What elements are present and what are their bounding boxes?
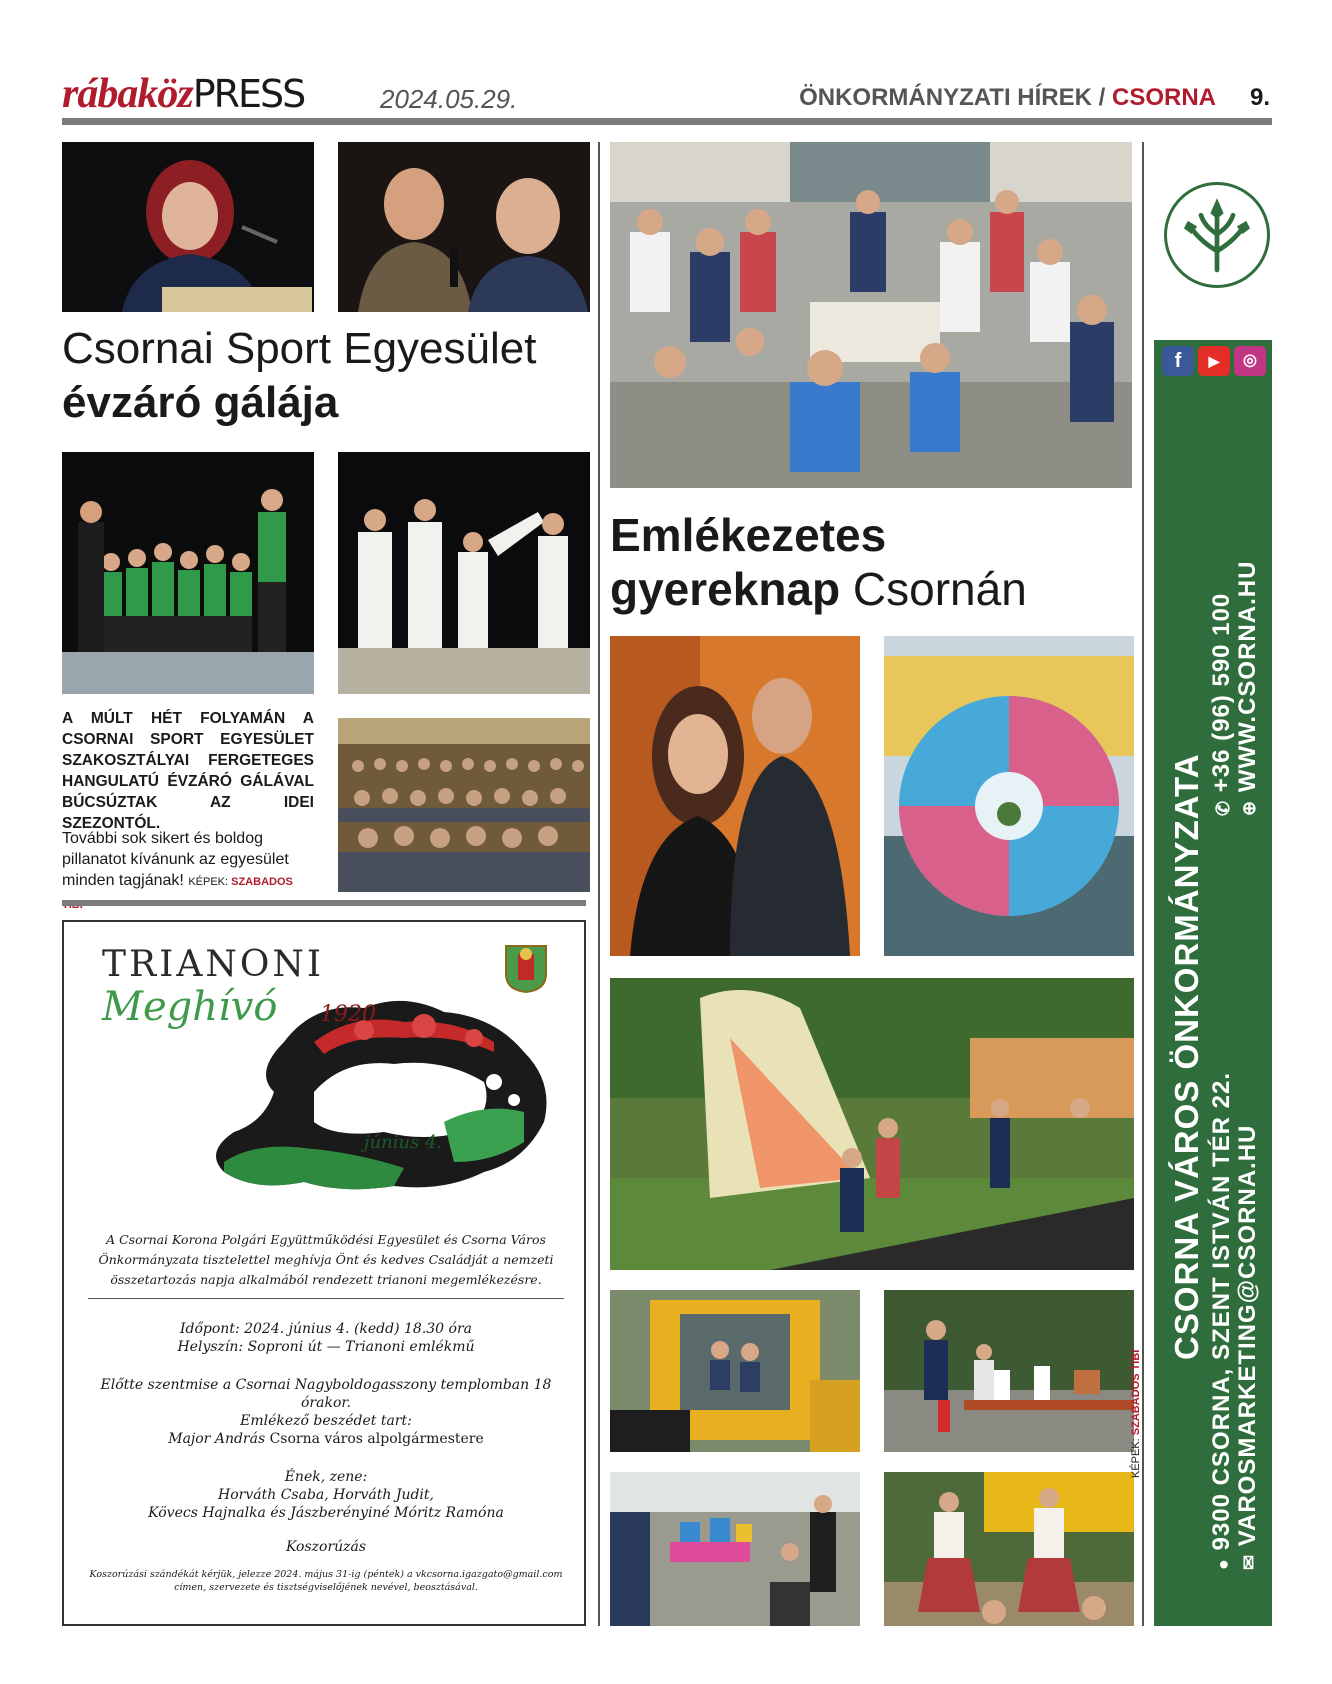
youtube-icon[interactable]: ▶ [1198,346,1230,376]
childrensday-credit-label: KÉPEK: [1130,1438,1142,1478]
speech-role: Csorna város alpolgármestere [269,1431,484,1447]
sidebar-phone[interactable] [1208,593,1236,816]
sidebar-email-text: VAROSMARKETING@CSORNA.HU [1234,1124,1261,1547]
music-performers-1: Horváth Csaba, Horváth Judit, [218,1487,434,1503]
phone-icon: ✆ [1213,799,1233,816]
sport-credit-label: KÉPEK: [188,876,229,888]
masthead-logo [62,70,304,118]
section-town: CSORNA [1111,84,1216,111]
invitation-intro: A Csornai Korona Polgári Együttműködési Egyesület és Csorna Város Önkormányzata tisztelettel meghívja Önt és kedves Családját a nemzeti összetartozás napja alkalmából rendezett trianoni megemlékezésre. [98,1232,554,1287]
invitation-when-where [84,1320,568,1356]
invitation-title: TRIANONI [102,944,325,985]
invitation-time: Időpont: 2024. június 4. (kedd) 18.30 óra [179,1321,473,1337]
sidebar-email[interactable] [1234,1125,1262,1570]
speech-name: Major András [168,1431,266,1447]
photo-toy-stall [610,1472,860,1626]
issue-date: 2024.05.29. [380,84,518,114]
social-links [1162,346,1266,378]
sidebar-website[interactable] [1234,561,1262,816]
page-header [62,66,1270,122]
photo-speaker-woman [62,142,314,312]
photo-zorb-ball [884,636,1134,956]
invitation-speech [84,1412,568,1448]
childrensday-headline [610,508,1140,616]
instagram-icon[interactable]: ◎ [1234,346,1266,376]
logo-press-text: PRESS [192,72,305,116]
sidebar-address-text: 9300 CSORNA, SZENT ISTVÁN TÉR 22. [1208,1072,1235,1551]
sidebar-website-text: WWW.CSORNA.HU [1234,560,1261,793]
photo-folk-dancers [884,1472,1134,1626]
map-year: 1920 [320,1002,376,1027]
childrensday-headline-regular: Csornán [852,563,1027,615]
photo-kids-excavator [610,1290,860,1452]
globe-icon: ⊕ [1239,799,1259,816]
town-crest-icon [504,944,548,994]
music-label: Ének, zene: [284,1469,368,1485]
invitation-mass: Előtte szentmise a Csornai Nagyboldogasszony templomban 18 órakor. [100,1377,552,1411]
sport-body-text: További sok sikert és boldog pillanatot kívánunk az egyesület minden tagjának! [62,830,289,889]
sidebar-address [1208,1072,1236,1570]
envelope-icon: ✉ [1239,1553,1259,1570]
photo-audience-hall [338,718,590,892]
sport-headline [62,322,592,430]
music-performers-2: Kövecs Hajnalka és Jászberényiné Móritz Ramóna [148,1505,504,1521]
logo-main-text: rábaköz [62,71,193,117]
location-pin-icon: ● [1213,1558,1233,1570]
map-date: június 4. [364,1132,443,1153]
photo-karate-kick [338,452,590,694]
speech-speaker [84,1430,568,1448]
sidebar-org-name: CSORNA VÁROS ÖNKORMÁNYZATA [1168,753,1205,1360]
section-label [799,84,1216,112]
childrensday-headline-bold2: gyereknap [610,563,841,615]
column-divider-1 [598,142,600,1626]
invitation-divider [88,1298,564,1299]
section-prefix: ÖNKORMÁNYZATI HÍREK / [799,84,1106,111]
photo-face-painting-crowd [610,142,1132,488]
photo-couple-portrait [610,636,860,956]
photo-fire-extinguisher-game [884,1290,1134,1452]
trianon-invitation [62,920,586,1626]
sport-lead: A MÚLT HÉT FOLYAMÁN A CSORNAI SPORT EGYESÜLET SZAKOSZTÁLYAI FERGETEGES HANGULATÚ ÉVZÁRÓ GÁLÁVAL BÚCSÚZTAK AZ IDEI SZEZONTÓL. [62,710,314,832]
childrensday-credit-name: SZABADOS TIBI [1130,1349,1142,1436]
photo-two-men-microphone [338,142,590,312]
photo-kids-green-shirts-stage [62,452,314,694]
invitation-place: Helyszín: Soproni út — Trianoni emlékmű [177,1339,475,1355]
invitation-music [84,1468,568,1522]
column-divider-2 [1142,142,1144,1626]
contact-sidebar [1154,340,1272,1626]
header-divider [62,118,1272,125]
speech-label: Emlékező beszédet tart: [240,1413,412,1429]
invitation-note: Koszorúzási szándékát kérjük, jelezze 2024. május 31-ig (péntek) a vkcsorna.igazgato@gmail.com címen, szervezete és tisztségviselőjének nevével, beosztásával. [89,1569,563,1593]
sidebar-phone-text: +36 (96) 590 100 [1208,592,1235,793]
page-number: 9. [1249,84,1270,111]
sport-credit-name: SZABADOS [231,876,293,888]
facebook-icon[interactable]: f [1162,346,1194,376]
invitation-subtitle: Meghívó [102,984,278,1030]
childrensday-headline-bold1: Emlékezetes [610,509,887,561]
town-emblem-icon [1164,182,1270,288]
sport-headline-line1: Csornai Sport Egyesület [62,324,537,373]
photo-inflatable-slide [610,978,1134,1270]
left-column-divider [62,900,586,906]
invitation-wreath: Koszorúzás [285,1539,367,1555]
sport-headline-line2: évzáró gálája [62,378,339,427]
